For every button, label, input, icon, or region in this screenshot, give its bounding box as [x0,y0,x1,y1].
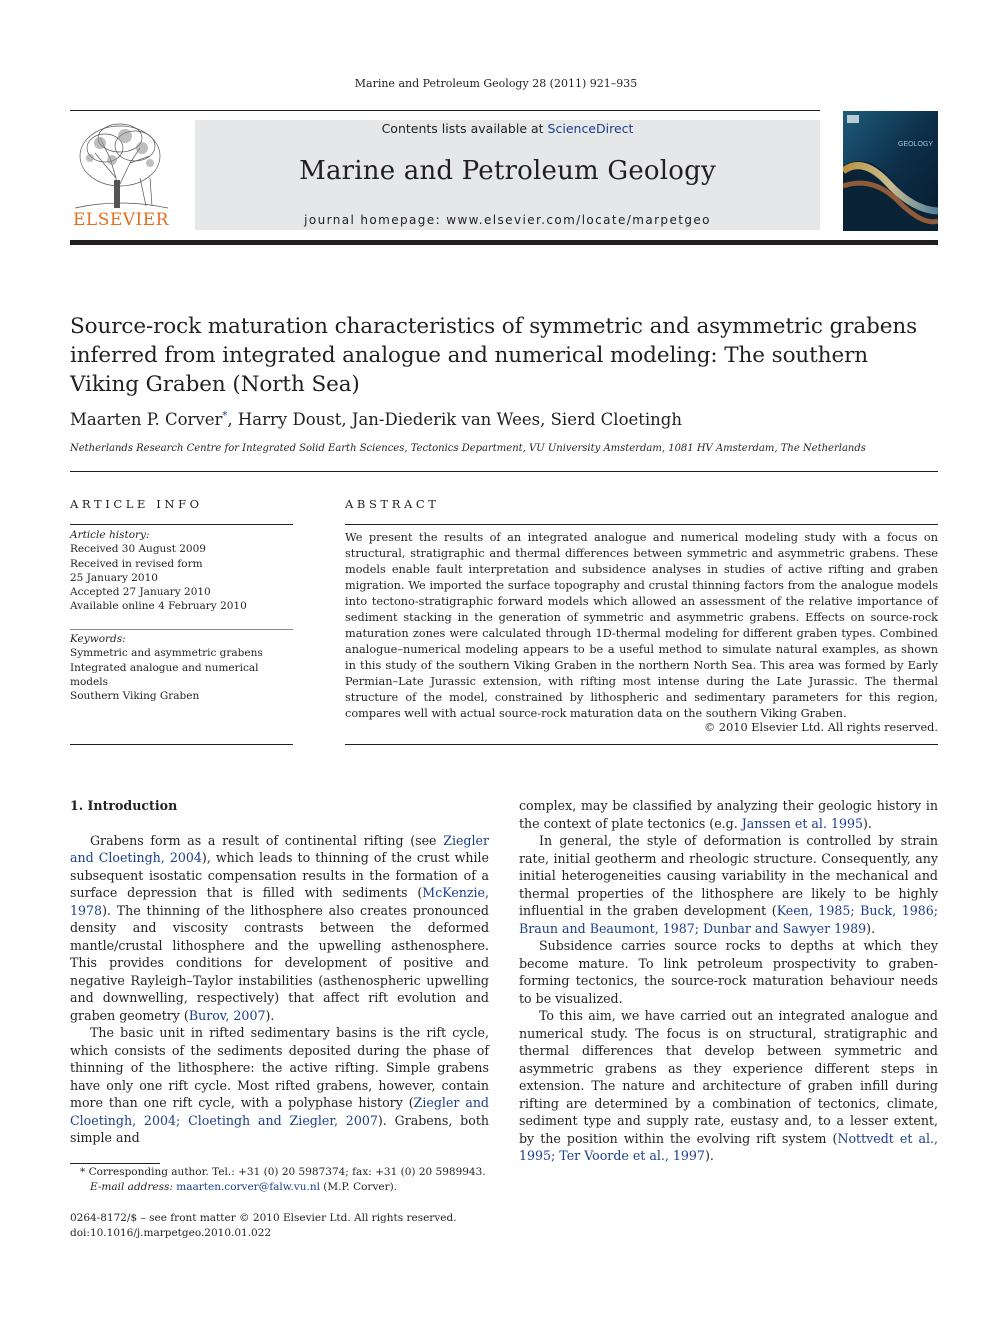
paragraph-text: ). Grabens, both simple and [70,1112,489,1145]
paragraph-text: Grabens form as a result of continental rifting (see [90,832,444,848]
journal-homepage[interactable]: journal homepage: www.elsevier.com/locate/marpetgeo [304,213,711,227]
citation-link[interactable]: Ziegler and Cloetingh, 2004; Cloetingh and Ziegler, 2007 [70,1095,489,1128]
email-suffix: (M.P. Corver). [319,1181,398,1193]
journal-citation: Marine and Petroleum Geology 28 (2011) 921–935 [354,77,638,90]
article-info-heading: ARTICLE INFO [70,497,203,511]
citation-link[interactable]: Janssen et al. 1995 [741,815,864,831]
paragraph [70,832,489,1025]
paragraph [70,1024,489,1147]
keywords-block [70,632,295,703]
cover-art-icon [843,111,938,231]
footnote-rule [70,1163,160,1164]
section-heading-introduction: 1. Introduction [70,798,178,813]
article-history [70,528,295,614]
paragraph [519,1007,938,1165]
body-right-column [519,797,938,1165]
article-title: Source-rock maturation characteristics of symmetric and asymmetric grabens inferred from integrated analogue and numerical modeling: The southern Viking Graben (North Sea) [70,314,918,397]
citation-link[interactable]: McKenzie, 1978 [70,885,489,918]
elsevier-logo[interactable] [70,118,172,232]
history-item: Accepted 27 January 2010 [70,586,211,599]
contents-line [195,121,820,136]
keyword-item: Symmetric and asymmetric grabens [70,647,263,660]
contents-prefix: Contents lists available at [381,121,548,136]
paragraph-text: ). [265,1007,275,1023]
history-item: 25 January 2010 [70,571,158,584]
issn-line: 0264-8172/$ – see front matter © 2010 Elsevier Ltd. All rights reserved. [70,1212,457,1224]
paragraph-text: ). The thinning of the lithosphere also creates pronounced density and viscosity contrasts between the deformed mantle/crustal lithosphere and the upwelling asthenosphere. This provides conditions for development of positive and negative Rayleigh–Taylor instabilities (asthenospheric upwelling and downwelling, respectively) that affect rift evolution and graben geometry ( [70,902,489,1023]
journal-title: Marine and Petroleum Geology [299,156,716,186]
email-label: E-mail address: [90,1181,177,1193]
abstract-text: We present the results of an integrated analogue and numerical modeling study with a focus on structural, stratigraphic and thermal differences between symmetric and asymmetric grabens. These models enable fault interpretation and subsidence analyses in studies of active rifting and graben migration. We imported the surface topography and crustal thinning factors from the analogue models into tectono-stratigraphic forward models which allowed an assessment of the relative importance of sediment stacking in the generation of symmetric and asymmetric grabens. Effects on source-rock maturation zones were calculated through 1D-thermal modeling for different graben types. Combined analogue–numerical modeling appears to be a useful method to simulate natural examples, as shown in this study of the southern Viking Graben in the northern North Sea. This area was formed by Early Permian–Late Jurassic extension, with rifting most intense during the Late Jurassic. The thermal structure of the model, constrained by lithospheric and sedimentary parameters for this region, compares well with actual source-rock maturation data on the southern Viking Graben. [345,531,938,720]
abstract-bottom-rule [345,744,938,745]
abstract-rule [345,524,938,525]
paragraph-text: complex, may be classified by analyzing their geologic history in the context of plate tectonics (e.g. [519,798,938,831]
paragraph [519,937,938,1007]
publisher-wordmark: ELSEVIER [73,210,169,230]
paragraph-text: Subsidence carries source rocks to depths at which they become mature. To link petroleum prospectivity to graben-forming tectonics, the source-rock maturation behaviour needs to be visualized. [519,938,938,1006]
citation-link[interactable]: Burov, 2007 [188,1007,266,1023]
author-affiliation: Netherlands Research Centre for Integrated Solid Earth Sciences, Tectonics Department, VU University Amsterdam, 1081 HV Amsterdam, The Netherlands [70,443,866,454]
paragraph-text: ), which leads to thinning of the crust while subsequent isostatic compensation results in the formation of a surface depression that is filled with sediments ( [70,850,490,900]
keyword-item: Southern Viking Graben [70,690,200,703]
paragraph-text: ). [863,815,872,831]
paragraph-text: In general, the style of deformation is controlled by strain rate, initial geotherm and rheologic structure. Consequently, any initial heterogeneities causing variability in the mechanical and thermal properties of the lithosphere are likely to be highly influential in the graben development ( [519,833,938,918]
paragraph-text: To this aim, we have carried out an integrated analogue and numerical study. The focus is on structural, stratigraphic and thermal differences that develop between symmetric and asymmetric grabens as they experience different steps in extension. The nature and architecture of graben infill during rifting are determined by a combination of tectonics, climate, sediment type and supply rate, eustasy and, to a lesser extent, by the position within the evolving rift system ( [519,1008,938,1146]
paragraph-text: ). [704,1148,714,1163]
paragraph-text: ). [866,920,876,936]
author-rest: , Harry Doust, Jan-Diederik van Wees, Sierd Cloetingh [227,410,682,429]
cover-title-text: GEOLOGY [898,141,934,148]
history-item: Received in revised form [70,557,203,570]
history-item: Received 30 August 2009 [70,543,206,556]
header-rule [70,110,820,111]
corresponding-author-mark[interactable]: * [222,410,228,422]
header-thick-rule [70,240,938,245]
footnote-corresponding: * Corresponding author. Tel.: +31 (0) 20 5987374; fax: +31 (0) 20 5989943. [80,1166,486,1178]
body-left-column [70,797,489,1147]
article-info-rule [70,524,293,525]
keywords-label: Keywords: [70,633,126,645]
affiliation-rule [70,471,938,472]
history-label: Article history: [70,529,150,541]
abstract-heading: ABSTRACT [345,497,440,511]
article-authors [70,410,682,429]
citation-link[interactable]: Keen, 1985; Buck, 1986; Braun and Beaumont, 1987; Dunbar and Sawyer 1989 [519,903,938,936]
journal-cover-image[interactable] [843,111,938,231]
footnote [80,1165,580,1195]
history-item: Available online 4 February 2010 [70,600,247,613]
abstract-copyright: © 2010 Elsevier Ltd. All rights reserved. [704,721,938,734]
citation-link[interactable]: Ziegler and Cloetingh, 2004 [70,832,489,865]
citation-link[interactable]: Nottvedt et al., 1995; Ter Voorde et al., 1997 [519,1130,938,1163]
keywords-rule [70,629,293,630]
paragraph-text: The basic unit in rifted sedimentary basins is the rift cycle, which consists of the sediments deposited during the phase of thinning of the lithosphere: the active rifting. Simple grabens have only one rift cycle. Most rifted grabens, however, contain more than one rift cycle, with a polyphase history ( [70,1025,489,1110]
paragraph [519,832,938,937]
footnote-email-line [80,1180,580,1195]
sciencedirect-link[interactable]: ScienceDirect [547,121,634,136]
author-first: Maarten P. Corver [70,410,223,429]
keyword-item: Integrated analogue and numerical models [70,661,259,688]
paragraph [519,797,938,832]
doi-line[interactable]: doi:10.1016/j.marpetgeo.2010.01.022 [70,1227,272,1239]
article-info-bottom-rule [70,744,293,745]
bottom-info [70,1211,570,1241]
email-link[interactable]: maarten.corver@falw.vu.nl [176,1181,320,1193]
